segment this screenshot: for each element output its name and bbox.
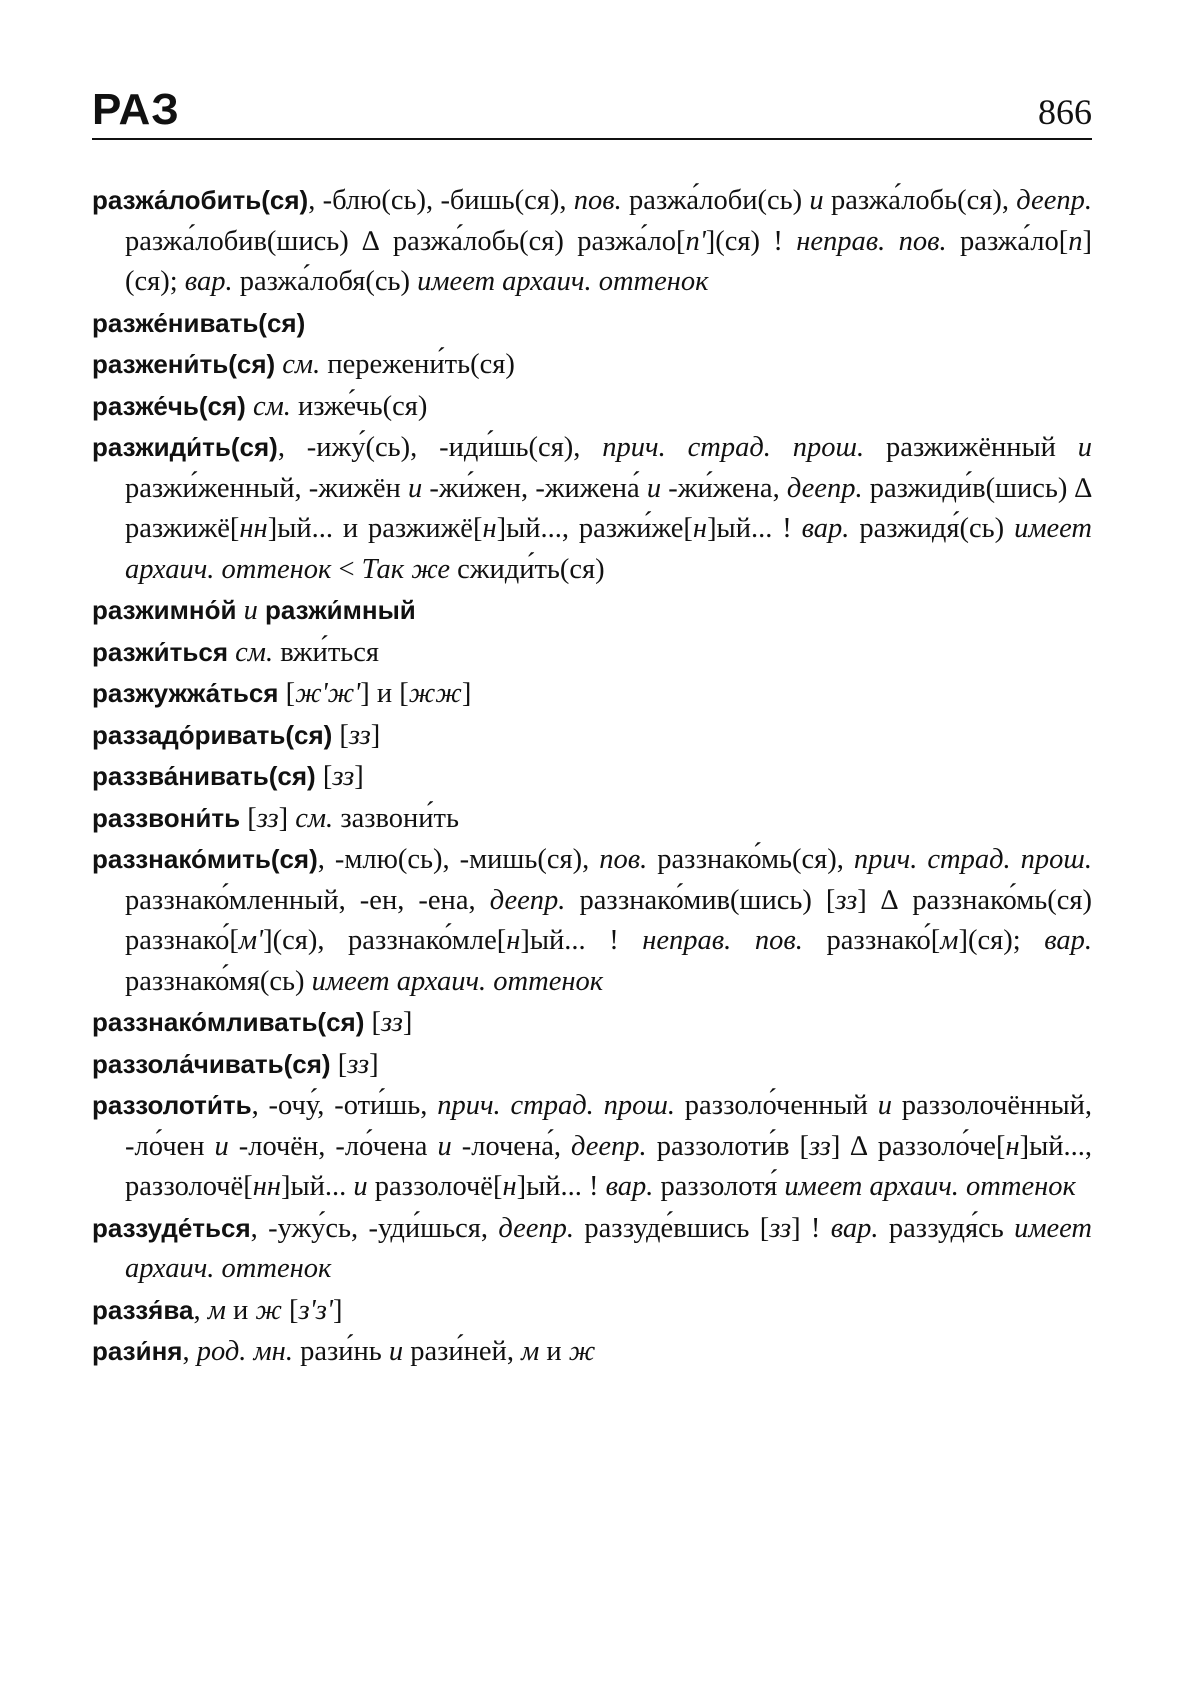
entry-label-italic: см. [235,636,274,668]
entry-text: рази́нь [292,1336,389,1367]
entry-text: [ [281,1294,299,1326]
entry-label-italic: деепр. [1016,185,1092,216]
entry-label-italic: м [207,1294,226,1326]
entry-text: ]ый..., раззолочё[ [125,1130,1092,1202]
entry-label-italic: и [877,1090,892,1121]
entry-text: ] [402,1007,413,1038]
entry-label-italic: н [692,513,708,544]
entry-text: ]ый... ! [516,1171,606,1202]
entry-label-italic: вар. [184,266,233,297]
page-header [92,70,1092,140]
entry-label-italic: имеет архаич. оттенок [125,1212,1093,1284]
entry-headword: раззва́нивать(ся) [92,761,316,791]
entry-label-italic: имеет архаич. оттенок [417,266,709,297]
entry-list [92,180,1092,1373]
entry-text: , -очу́, -оти́шь, [251,1090,438,1121]
entry-text: раззолочённый, -ло́чен [125,1090,1093,1162]
entry-text: -лочён, -ло́чена [228,1130,438,1162]
entry-label-italic: зз [835,884,858,916]
entry-label-italic: и [353,1171,368,1202]
entry-headword: разжи́мный [264,595,416,625]
entry-label-italic: жж [408,678,462,709]
entry-text: разжа́лобь(ся), [823,185,1017,216]
entry-headword: раззнако́мливать(ся) [92,1007,365,1037]
entry-label-italic: имеет архаич. оттенок [784,1171,1076,1202]
entry-text: раззолоти́в [ [646,1130,809,1162]
dictionary-entry [92,386,1092,428]
entry-label-italic: деепр. [570,1130,647,1162]
entry-label-italic: и [388,1336,404,1367]
entry-label-italic: зз [348,719,371,751]
entry-text [258,595,265,626]
entry-label-italic: н [506,925,521,956]
entry-text: раззнако́мь(ся), [647,844,854,875]
entry-headword: разже́нивать(ся) [92,307,306,338]
dictionary-entry [92,1085,1092,1208]
entry-headword: разжиди́ть(ся) [92,432,278,462]
entry-label-italic: зз [381,1007,403,1038]
entry-text: разжа́ло[ [946,225,1069,257]
entry-label-italic: м [940,925,959,956]
entry-headword: раззолоти́ть [92,1090,252,1120]
entry-text: -жи́жена, [661,472,787,504]
entry-text: раззудя́сь [878,1212,1015,1244]
entry-headword: раззвони́ть [92,802,241,833]
entry-text: [ [278,678,296,709]
entry-label-italic: и [646,472,662,504]
entry-text: , [193,1294,208,1326]
entry-label-italic: вар. [830,1212,879,1244]
entry-headword: разжимно́й [92,595,237,625]
entry-text: раззнако́мя(сь) [125,965,312,997]
entry-text: ] [354,761,364,792]
entry-label-italic: и [437,1130,452,1162]
entry-label-italic: неправ. пов. [796,225,947,257]
entry-text: [ [364,1007,382,1038]
dictionary-entry [92,673,1092,715]
entry-label-italic: зз [256,802,279,834]
entry-text: < [331,553,362,585]
dictionary-entry [92,756,1092,798]
entry-headword: раззнако́мить(ся) [92,844,318,874]
entry-label-italic: зз [347,1048,370,1080]
entry-label-italic: п [1068,225,1083,257]
entry-text: и [225,1294,256,1326]
entry-headword: раззола́чивать(ся) [92,1048,331,1079]
entry-label-italic: неправ. пов. [642,925,803,956]
entry-label-italic: вар. [1044,925,1093,956]
entry-text: раззолочё[ [367,1171,503,1202]
entry-headword: разжужжа́ться [92,678,279,708]
entry-label-italic: прич. страд. прош. [853,844,1092,875]
entry-label-italic: деепр. [786,472,863,504]
entry-text: раззуде́вшись [ [574,1212,770,1244]
dictionary-entry [92,1044,1092,1086]
entry-label-italic: нн [239,513,268,544]
entry-text: и [539,1336,569,1367]
entry-label-italic: н [502,1171,517,1202]
entry-text: ] [461,678,472,709]
page-number: 866 [1038,92,1092,132]
entry-text: ]ый... ! [707,513,802,544]
entry-label-italic: м' [238,925,264,956]
entry-text: ](ся) ! [705,225,797,257]
entry-text: [ [332,719,349,751]
entry-text: ] [369,1048,379,1080]
entry-text: ] и [ [360,678,409,709]
entry-text: ] ∆ раззоло́че[ [830,1130,1006,1162]
entry-text: ] [332,1294,343,1326]
entry-text: ](ся); [125,225,1092,297]
entry-label-italic: нн [252,1171,281,1202]
entry-text: , -блю(сь), -бишь(ся), [308,185,574,216]
dictionary-entry [92,303,1092,345]
entry-label-italic: пов. [573,185,622,216]
entry-text: -лочена́, [451,1130,571,1162]
entry-headword: разже́чь(ся) [92,390,246,421]
entry-text: ] [370,719,381,751]
entry-text: ] ! [791,1212,831,1244]
entry-text: пережени́ть(ся) [320,349,515,380]
entry-label-italic: деепр. [498,1212,575,1244]
entry-text: [ [315,761,333,792]
entry-label-italic: прич. страд. прош. [602,432,865,463]
entry-text: разжа́лобя(сь) [232,266,418,297]
entry-label-italic: и [407,472,423,504]
entry-label-italic: зз [332,761,355,792]
entry-headword: разжени́ть(ся) [92,349,276,379]
running-head: РАЗ [92,85,180,134]
entry-label-italic: ж'ж' [295,678,361,709]
entry-label-italic: см. [252,390,291,422]
entry-label-italic: п' [685,225,706,257]
dictionary-entry [92,344,1092,386]
entry-label-italic: см. [282,349,321,380]
entry-text: разжи́женный, -жижён [125,472,408,504]
entry-text: ](ся); [958,925,1045,956]
entry-text: раззнако́мив(шись) [ [565,884,836,916]
entry-text: [ [330,1048,348,1080]
entry-text: рази́ней, [403,1336,522,1367]
entry-headword: раззадо́ривать(ся) [92,719,333,750]
entry-text: сжиди́ть(ся) [449,553,605,585]
dictionary-entry [92,590,1092,632]
entry-headword: разжа́лобить(ся) [92,185,309,215]
entry-text: разжидя́(сь) [849,513,1015,544]
entry-label-italic: вар. [605,1171,654,1202]
entry-label-italic: деепр. [489,884,566,916]
entry-label-italic: Так же [361,553,450,585]
entry-label-italic: зз [769,1212,792,1244]
entry-headword: разжи́ться [92,636,229,667]
entry-text: -жи́жен, -жижена́ [422,472,647,504]
entry-label-italic: з'з' [298,1294,333,1326]
entry-text: [ [240,802,257,834]
entry-headword: раззя́ва [92,1294,194,1325]
entry-label-italic: пов. [599,844,648,875]
entry-label-italic: род. мн. [196,1336,293,1367]
entry-label-italic: м [521,1336,540,1367]
entry-text: вжи́ться [273,636,380,668]
dictionary-entry [92,427,1092,590]
entry-text: ]ый... и разжижё[ [267,513,483,544]
entry-label-italic: н [482,513,497,544]
entry-label-italic: и [1077,432,1092,463]
entry-text: раззолотя́ [653,1171,785,1202]
entry-text: , [182,1336,197,1367]
entry-label-italic: ж [255,1294,282,1326]
dictionary-entry [92,839,1092,1002]
entry-text: ] ∆ раззнако́мь(ся) раззнако́[ [125,884,1092,956]
dictionary-entry [92,1331,1092,1373]
entry-label-italic: см. [295,802,334,834]
dictionary-entry [92,180,1092,303]
entry-label-italic: н [1005,1130,1020,1162]
entry-label-italic: имеет архаич. оттенок [311,965,604,997]
entry-label-italic: зз [808,1130,831,1162]
dictionary-entry [92,1290,1092,1332]
entry-text: , -млю(сь), -мишь(ся), [317,844,600,875]
dictionary-entry [92,798,1092,840]
entry-text: разжиди́в(шись) ∆ разжижё[ [125,472,1093,544]
entry-text: разжа́лобив(шись) ∆ разжа́лобь(ся) разжа́ло[ [125,225,686,257]
entry-text: изже́чь(ся) [290,390,428,422]
entry-text: раззнако́мленный, -ен, -ена, [125,884,490,916]
entry-text: , -ужу́сь, -уди́шься, [250,1212,499,1244]
entry-headword: рази́ня [92,1336,183,1366]
dictionary-entry [92,632,1092,674]
entry-text: зазвони́ть [333,802,459,834]
entry-label-italic: и [214,1130,229,1162]
entry-text [246,391,253,422]
entry-label-italic: и [809,185,824,216]
dictionary-page [92,70,1092,1373]
entry-label-italic: вар. [801,513,850,544]
entry-text: ]ый..., разжи́же[ [496,513,693,544]
dictionary-entry [92,1208,1092,1290]
entry-label-italic: имеет архаич. оттенок [125,513,1093,585]
entry-text: ](ся), раззнако́мле[ [263,925,507,956]
entry-label-italic: ж [568,1336,596,1367]
entry-text: , -ижу́(сь), -иди́шь(ся), [277,432,603,463]
entry-text [236,595,243,626]
entry-text: разжижённый [864,432,1078,463]
entry-label-italic: и [243,595,258,626]
entry-text: раззнако́[ [802,925,941,956]
entry-text: ] [278,802,296,834]
dictionary-entry [92,1002,1092,1044]
entry-headword: раззуде́ться [92,1212,251,1243]
entry-text: ]ый... ! [520,925,643,956]
entry-text: разжа́лоби(сь) [621,185,810,216]
entry-text: раззоло́ченный [674,1090,878,1121]
entry-label-italic: прич. страд. прош. [437,1090,675,1121]
dictionary-entry [92,715,1092,757]
entry-text: ]ый... [280,1171,354,1202]
